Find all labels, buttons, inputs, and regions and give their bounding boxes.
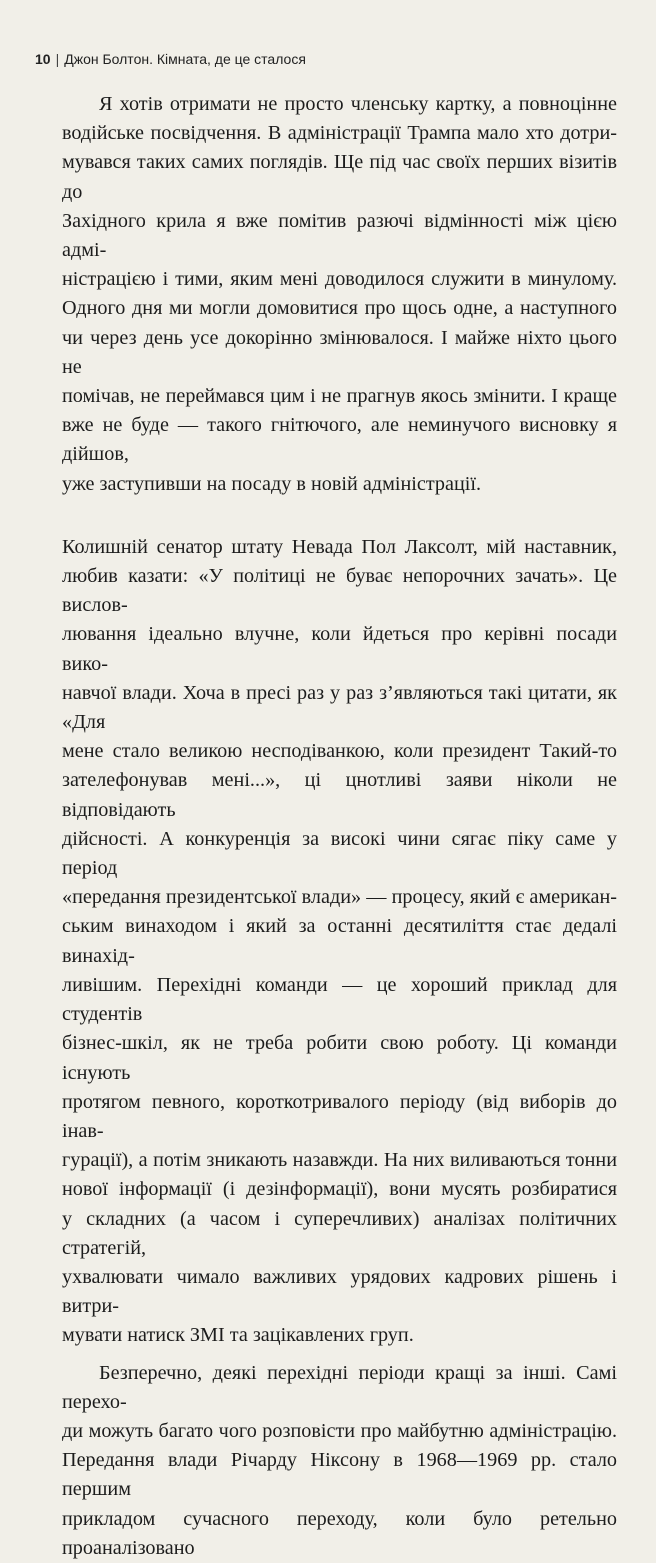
page-body <box>62 90 617 1563</box>
paragraph-1 <box>62 90 617 499</box>
running-header <box>35 51 306 67</box>
text-line: зателефонував мені...», ці цнотливі заяви ніколи не відповідають <box>62 769 617 821</box>
text-line: лювання ідеально влучне, коли йдеться про керівні посади вико- <box>62 623 617 675</box>
text-line: Передання влади Річарду Ніксону в 1968—1969 рр. стало першим <box>62 1449 617 1501</box>
text-line: гурації), а потім зникають назавжди. На них виливаються тонни <box>62 1149 617 1172</box>
header-separator: | <box>55 51 60 67</box>
text-line: ухвалювати чимало важливих урядових кадрових рішень і витри- <box>62 1265 617 1318</box>
text-line: «передання президентської влади» — процесу, який є американ- <box>62 886 617 909</box>
text-line: чи через день усе докорінно змінювалося. І майже ніхто цього не <box>62 326 617 378</box>
text-line: Колишній сенатор штату Невада Пол Лаксолт, мій наставник, <box>62 535 617 558</box>
text-line: дійсності. А конкуренція за високі чини сягає піку саме у період <box>62 827 617 880</box>
text-line: ливішим. Перехідні команди — це хороший приклад для студентів <box>62 973 617 1026</box>
text-line: Я хотів отримати не просто членську картку, а повноцінне <box>99 93 617 115</box>
text-line: водійське посвідчення. В адміністрації Трампа мало хто дотри- <box>62 122 617 145</box>
text-line: протягом певного, короткотривалого періоду (від виборів до інав- <box>62 1090 617 1142</box>
text-line: помічав, не переймався цим і не прагнув якось змінити. І краще <box>62 385 617 408</box>
text-line: ським винаходом і який за останні десятиліття стає дедалі винахід- <box>62 915 617 967</box>
running-title: Джон Болтон. Кімната, де це сталося <box>64 51 306 67</box>
text-line: у складних (а часом і суперечливих) аналізах політичних стратегій, <box>62 1207 617 1259</box>
text-line: уже заступивши на посаду в новій адміністрації. <box>62 472 482 495</box>
text-line: вже не буде — такого гнітючого, але неминучого висновку я дійшов, <box>62 414 617 466</box>
paragraph-3 <box>62 1359 617 1563</box>
text-line: ди можуть багато чого розповісти про майбутню адміністрацію. <box>62 1419 617 1442</box>
text-line: нової інформації (і дезінформації), вони мусять розбиратися <box>62 1178 617 1201</box>
page-number: 10 <box>35 51 51 67</box>
text-line: бізнес-шкіл, як не треба робити свою роботу. Ці команди існують <box>62 1032 617 1084</box>
text-line: мене стало великою несподіванкою, коли президент Такий-то <box>62 740 617 763</box>
paragraph-2 <box>62 533 617 1351</box>
text-line: Західного крила я вже помітив разючі відмінності між цією адмі- <box>62 209 617 262</box>
text-line: Безперечно, деякі перехідні періоди кращі за інші. Самі перехо- <box>62 1361 617 1413</box>
text-line: прикладом сучасного переходу, коли було ретельно проаналізовано <box>62 1507 617 1559</box>
text-line: любив казати: «У політиці не буває непорочних зачать». Це вислов- <box>62 565 617 617</box>
text-line: навчої влади. Хоча в пресі раз у раз з’являються такі цитати, як «Для <box>62 681 617 734</box>
text-line: мувався таких самих поглядів. Ще під час своїх перших візитів до <box>62 151 617 203</box>
text-line: мувати натиск ЗМІ та зацікавлених груп. <box>62 1324 414 1347</box>
text-line: ністрацією і тими, яким мені доводилося служити в минулому. <box>62 268 617 291</box>
text-line: Одного дня ми могли домовитися про щось одне, а наступного <box>62 297 617 320</box>
